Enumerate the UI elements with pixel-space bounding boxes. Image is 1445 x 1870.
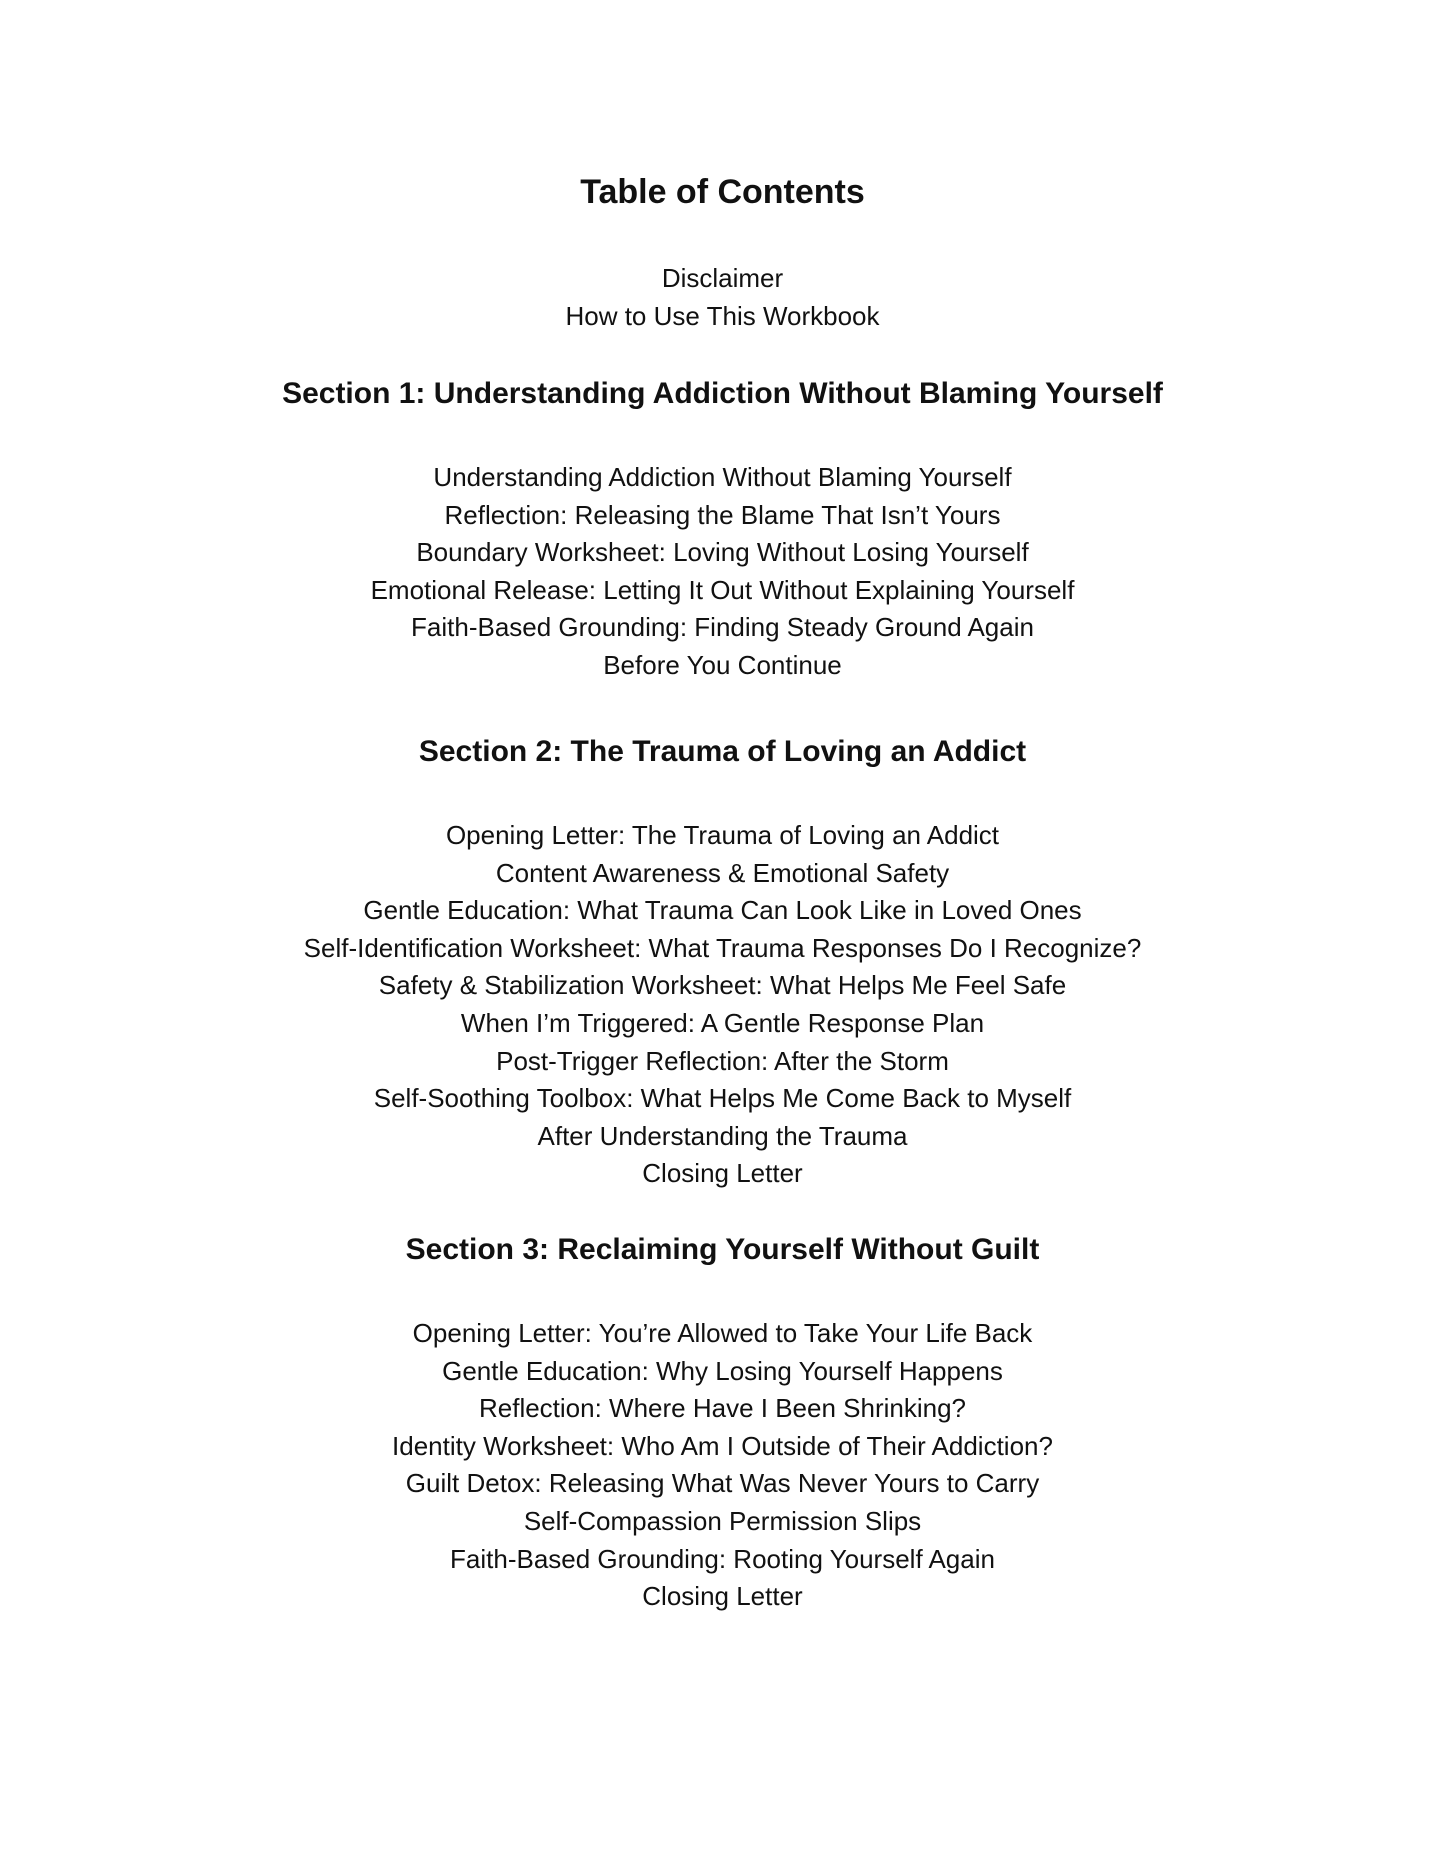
front-matter-list [0,260,1445,335]
toc-entry: Opening Letter: You’re Allowed to Take Your Life Back [412,1318,1033,1348]
toc-entry: Closing Letter [642,1158,803,1189]
toc-entry: Boundary Worksheet: Loving Without Losing Yourself [416,537,1029,568]
toc-entry: Reflection: Releasing the Blame That Isn’t Yours [444,499,1001,530]
toc-entry: Guilt Detox: Releasing What Was Never Yours to Carry [405,1468,1040,1499]
toc-entry: Post-Trigger Reflection: After the Storm [496,1045,949,1076]
section-1-entries [0,459,1445,685]
toc-entry: Reflection: Where Have I Been Shrinking? [478,1393,967,1424]
toc-entry: Self-Soothing Toolbox: What Helps Me Come Back to Myself [373,1083,1072,1114]
section-3-heading: Section 3: Reclaiming Yourself Without Guilt [405,1233,1040,1266]
section-2-heading: Section 2: The Trauma of Loving an Addict [418,735,1027,768]
toc-entry: Safety & Stabilization Worksheet: What Helps Me Feel Safe [378,970,1067,1001]
toc-entry: Identity Worksheet: Who Am I Outside of Their Addiction? [392,1430,1053,1461]
toc-entry: Gentle Education: Why Losing Yourself Happens [442,1355,1003,1386]
toc-entry: Emotional Release: Letting It Out Without Explaining Yourself [370,574,1075,605]
section-3-entries [0,1315,1445,1616]
toc-entry: Opening Letter: The Trauma of Loving an Addict [445,820,1000,850]
toc-entry: Faith-Based Grounding: Rooting Yourself Again [450,1543,995,1574]
toc-entry: Faith-Based Grounding: Finding Steady Ground Again [411,612,1034,643]
section-1-heading: Section 1: Understanding Addiction Without Blaming Yourself [282,377,1163,410]
toc-entry: Content Awareness & Emotional Safety [495,857,950,888]
toc-entry: Gentle Education: What Trauma Can Look Like in Loved Ones [363,895,1082,926]
toc-entry: Before You Continue [603,649,842,680]
toc-entry-disclaimer: Disclaimer [661,263,784,293]
toc-entry: After Understanding the Trauma [537,1120,908,1151]
toc-entry: Self-Compassion Permission Slips [523,1505,922,1536]
section-2-entries [0,817,1445,1193]
toc-entry: When I’m Triggered: A Gentle Response Plan [460,1007,985,1038]
toc-entry: Closing Letter [642,1581,803,1612]
toc-entry: Understanding Addiction Without Blaming Yourself [433,462,1012,492]
toc-entry-how-to-use: How to Use This Workbook [565,300,880,331]
toc-entry: Self-Identification Worksheet: What Trauma Responses Do I Recognize? [303,932,1142,963]
page-title: Table of Contents [580,173,865,211]
